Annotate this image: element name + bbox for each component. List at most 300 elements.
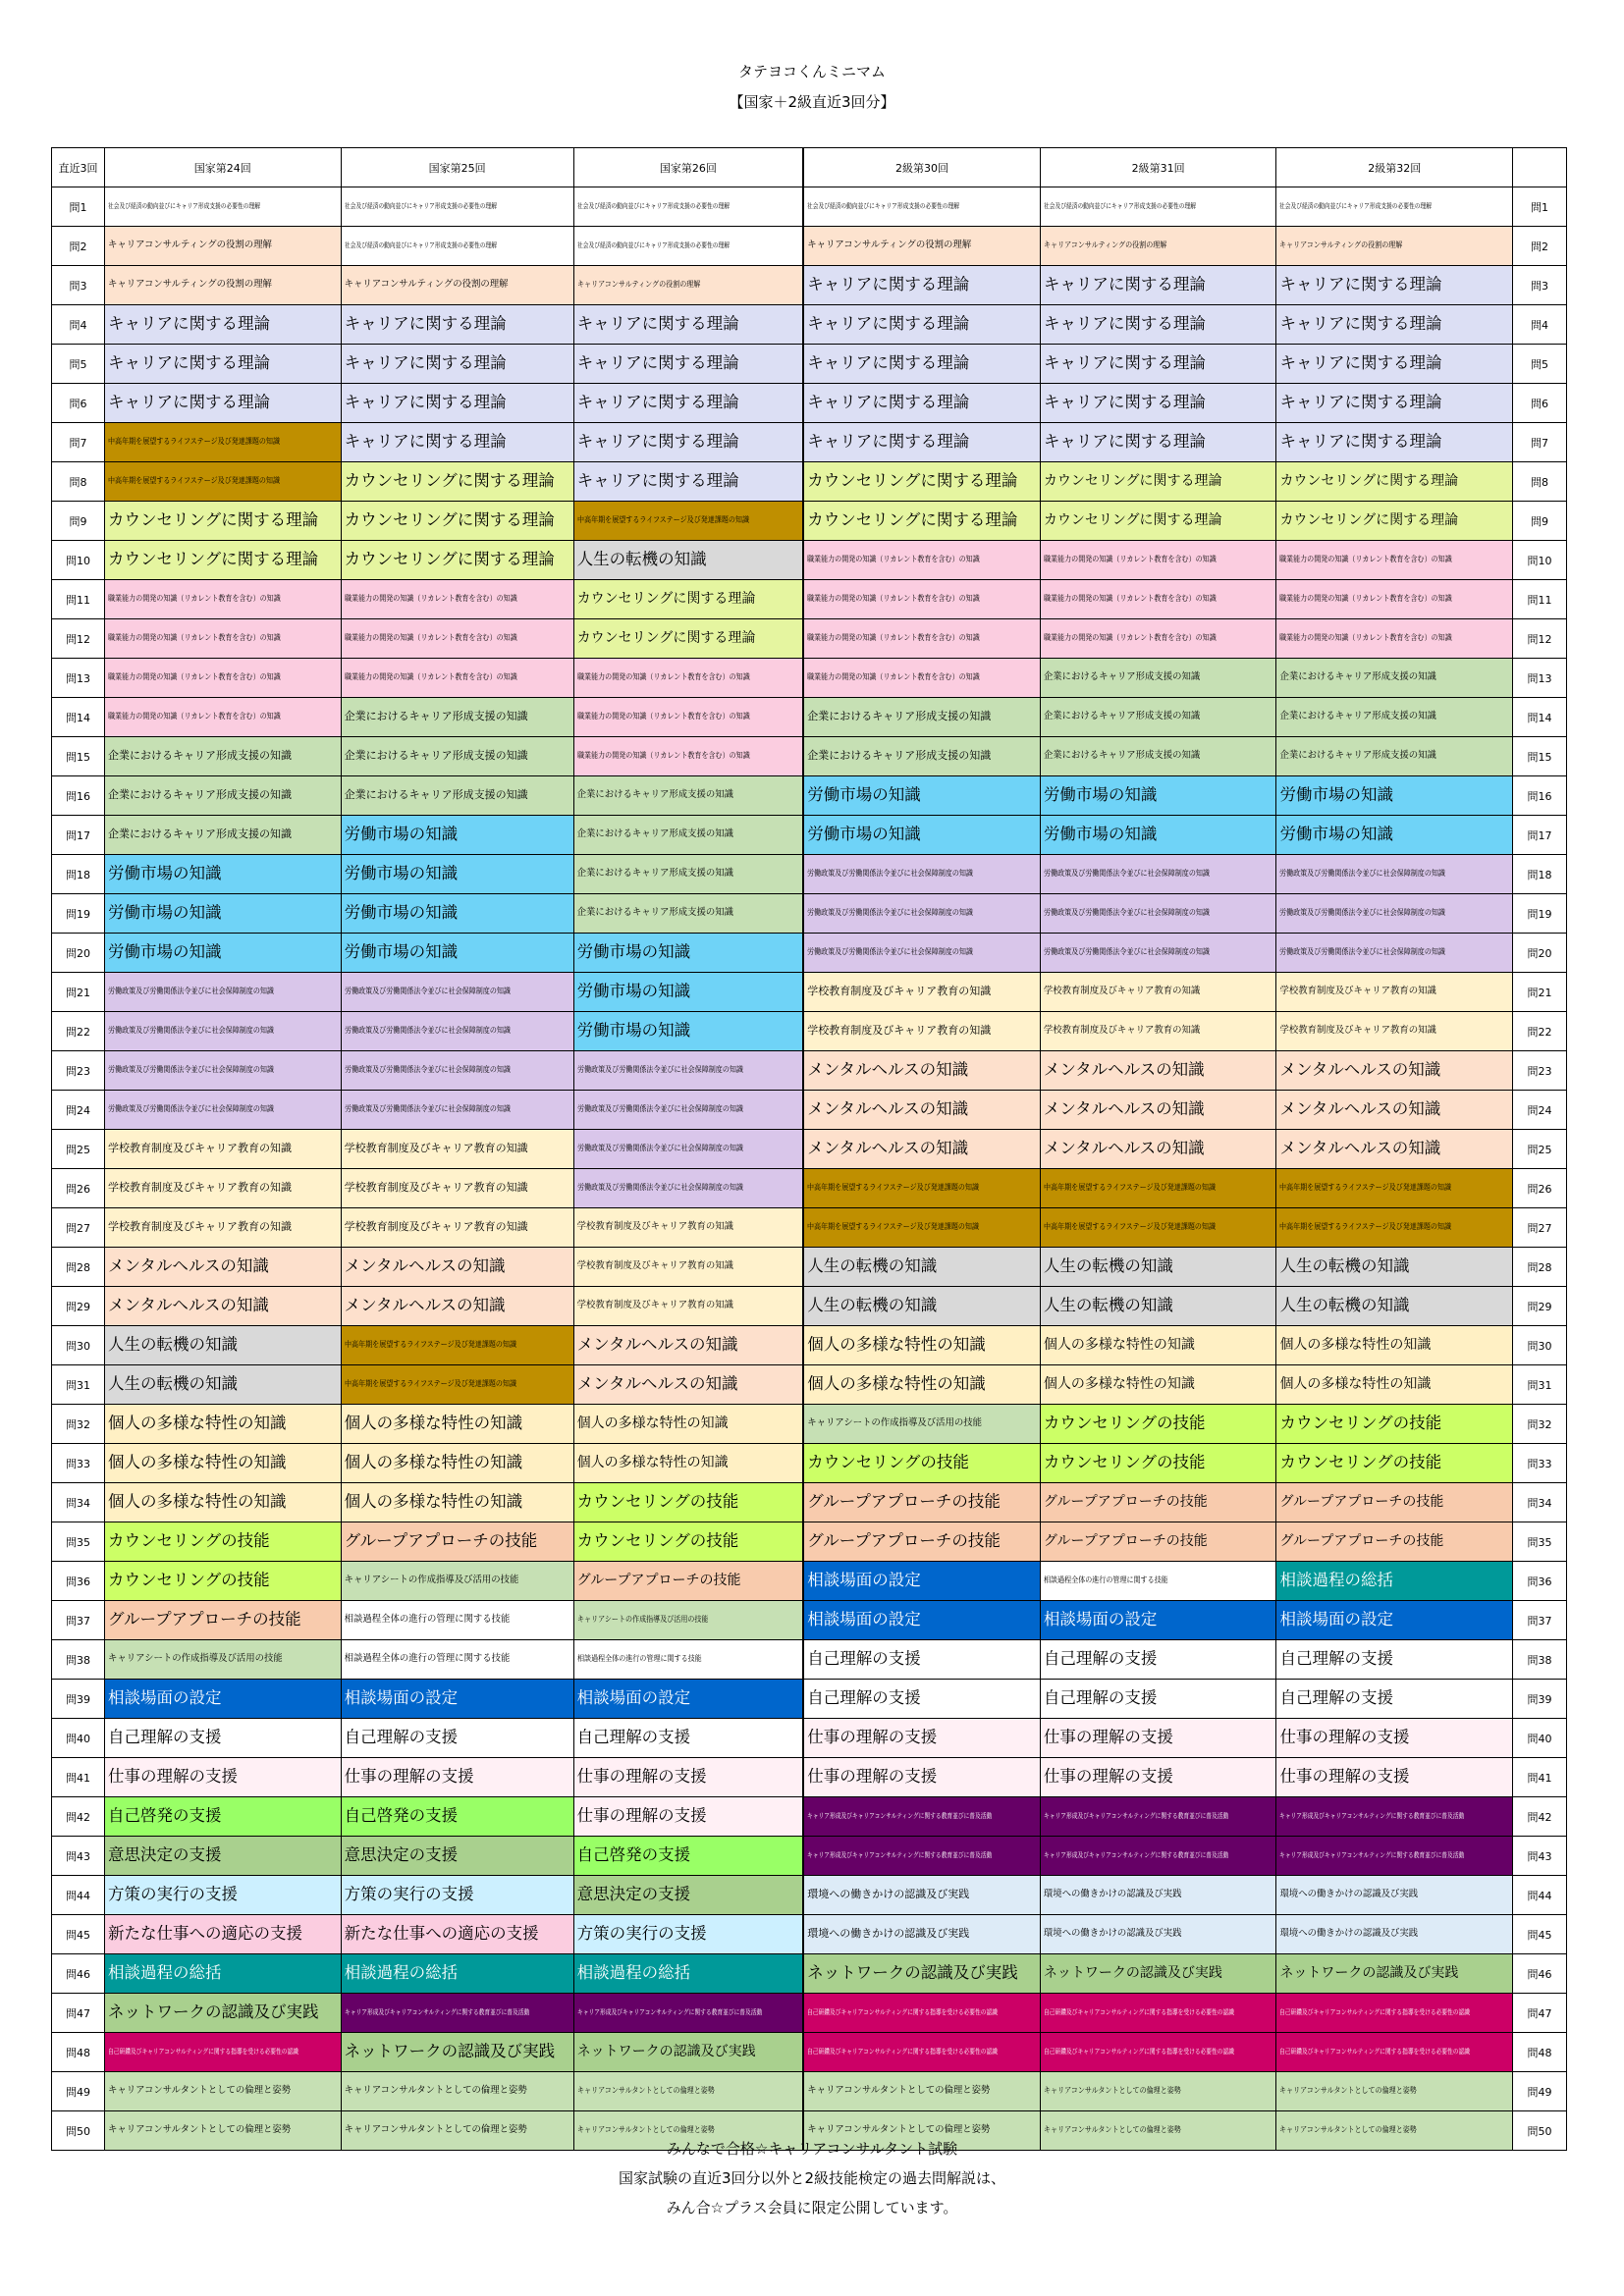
topic-cell — [341, 227, 573, 266]
table-row — [52, 1640, 1567, 1680]
topic-cell — [1040, 1365, 1276, 1405]
topic-cell — [1040, 384, 1276, 423]
topic-cell — [1040, 345, 1276, 384]
question-number-right: 問8 — [1513, 462, 1567, 502]
topic-cell — [1276, 698, 1513, 737]
topic-label: キャリアコンサルタントとしての倫理と姿勢 — [576, 2125, 715, 2135]
topic-label: 労働市場の知識 — [576, 942, 691, 962]
topic-cell — [573, 1915, 803, 1954]
topic-label: メンタルヘルスの知識 — [108, 1256, 269, 1276]
table-row — [52, 345, 1567, 384]
topic-cell — [341, 1208, 573, 1248]
question-number: 問36 — [52, 1562, 105, 1601]
question-number: 問44 — [52, 1876, 105, 1915]
topic-label: 職業能力の開発の知識（リカレント教育を含む）の知識 — [1279, 555, 1453, 564]
topic-cell — [1276, 423, 1513, 462]
topic-label: 人生の転機の知識 — [1043, 1256, 1173, 1276]
topic-label: 学校教育制度及びキャリア教育の知識 — [344, 1181, 528, 1195]
topic-cell — [105, 2072, 342, 2111]
topic-label: 社会及び経済の動向並びにキャリア形成支援の必要性の理解 — [1279, 201, 1433, 210]
topic-label: グループアプローチの技能 — [1043, 1532, 1208, 1549]
topic-cell — [1276, 1405, 1513, 1444]
topic-label: 学校教育制度及びキャリア教育の知識 — [1279, 986, 1436, 997]
topic-label: ネットワークの認識及び実践 — [576, 2043, 756, 2059]
topic-cell — [573, 1601, 803, 1640]
topic-label: 労働市場の知識 — [344, 903, 459, 923]
table-row — [52, 541, 1567, 580]
topic-label: キャリアに関する理論 — [108, 314, 270, 334]
topic-label: 自己研鑽及びキャリアコンサルティングに関する指導を受ける必要性の認識 — [1279, 2047, 1471, 2056]
topic-label: 企業におけるキャリア形成支援の知識 — [108, 828, 292, 841]
question-number-right: 問49 — [1513, 2072, 1567, 2111]
topic-label: 自己理解の支援 — [807, 1688, 921, 1708]
topic-label: メンタルヘルスの知識 — [1043, 1099, 1205, 1119]
question-number: 問43 — [52, 1837, 105, 1876]
topic-label: 企業におけるキャリア形成支援の知識 — [1043, 750, 1201, 762]
topic-cell — [573, 1522, 803, 1562]
topic-label: 相談過程の総括 — [576, 1963, 691, 1983]
topic-label: 環境への働きかけの認識及び実践 — [807, 1927, 970, 1941]
table-row — [52, 1915, 1567, 1954]
topic-label: 職業能力の開発の知識（リカレント教育を含む）の知識 — [108, 712, 281, 721]
question-number-right: 問12 — [1513, 619, 1567, 659]
topic-cell — [341, 345, 573, 384]
topic-cell — [341, 698, 573, 737]
topic-label: 労働政策及び労働関係法令並びに社会保障制度の知識 — [576, 1065, 743, 1075]
topic-cell — [573, 227, 803, 266]
topic-label: カウンセリングの技能 — [807, 1453, 969, 1472]
topic-cell — [341, 659, 573, 698]
question-number: 問34 — [52, 1483, 105, 1522]
topic-label: 社会及び経済の動向並びにキャリア形成支援の必要性の理解 — [344, 240, 497, 249]
topic-cell — [1040, 1954, 1276, 1994]
topic-cell — [341, 580, 573, 619]
topic-cell — [1040, 816, 1276, 855]
topic-label: キャリアコンサルティングの役割の理解 — [108, 240, 272, 251]
topic-label: 学校教育制度及びキャリア教育の知識 — [108, 1220, 292, 1234]
topic-label: 中高年期を展望するライフステージ及び発達課題の知識 — [1043, 1222, 1216, 1232]
topic-label: 職業能力の開発の知識（リカレント教育を含む）の知識 — [344, 672, 517, 682]
topic-cell — [1276, 266, 1513, 305]
topic-cell — [105, 1837, 342, 1876]
topic-label: メンタルヘルスの知識 — [576, 1335, 738, 1355]
topic-label: 個人の多様な特性の知識 — [344, 1453, 523, 1472]
topic-label: 仕事の理解の支援 — [576, 1767, 707, 1787]
topic-cell — [105, 227, 342, 266]
topic-cell — [1040, 1522, 1276, 1562]
topic-label: 職業能力の開発の知識（リカレント教育を含む）の知識 — [1043, 555, 1217, 564]
question-number-right: 問20 — [1513, 934, 1567, 973]
topic-cell — [803, 1954, 1040, 1994]
topic-cell — [105, 855, 342, 894]
topic-label: キャリアコンサルタントとしての倫理と姿勢 — [1043, 2086, 1181, 2096]
page-title: タテヨコくんミニマム — [737, 63, 886, 80]
header-recent: 直近3回 — [52, 148, 105, 187]
topic-cell — [1276, 1483, 1513, 1522]
topic-label: メンタルヘルスの知識 — [344, 1296, 506, 1315]
topic-cell — [341, 1837, 573, 1876]
topic-cell — [1276, 2072, 1513, 2111]
topic-cell — [573, 345, 803, 384]
topic-label: キャリアコンサルタントとしての倫理と姿勢 — [576, 2086, 715, 2096]
topic-cell — [573, 1719, 803, 1758]
table-row — [52, 1797, 1567, 1837]
question-number: 問9 — [52, 502, 105, 541]
question-number: 問14 — [52, 698, 105, 737]
question-number: 問4 — [52, 305, 105, 345]
topic-label: 企業におけるキャリア形成支援の知識 — [344, 710, 528, 723]
question-number-right: 問1 — [1513, 187, 1567, 227]
topic-cell — [105, 541, 342, 580]
question-number: 問31 — [52, 1365, 105, 1405]
topic-cell — [1276, 1994, 1513, 2033]
topic-cell — [1040, 934, 1276, 973]
topic-cell — [1040, 1091, 1276, 1130]
topic-cell — [1276, 2033, 1513, 2072]
topic-cell — [1276, 894, 1513, 934]
topic-cell — [105, 384, 342, 423]
topic-cell — [1040, 1483, 1276, 1522]
topic-cell — [105, 266, 342, 305]
topic-cell — [341, 619, 573, 659]
topic-label: 仕事の理解の支援 — [807, 1728, 938, 1747]
topic-cell — [573, 305, 803, 345]
topic-cell — [803, 1994, 1040, 2033]
footer-line-2: 国家試験の直近3回分以外と2級技能検定の過去問解説は、 — [618, 2169, 1006, 2187]
topic-cell — [1276, 1091, 1513, 1130]
topic-label: キャリアに関する理論 — [1279, 393, 1442, 412]
topic-cell — [341, 1601, 573, 1640]
topic-cell — [105, 1954, 342, 1994]
topic-label: グループアプローチの技能 — [807, 1531, 1001, 1551]
topic-label: 自己理解の支援 — [344, 1728, 459, 1747]
topic-label: キャリアコンサルタントとしての倫理と姿勢 — [1043, 2125, 1181, 2135]
topic-label: 労働政策及び労働関係法令並びに社会保障制度の知識 — [108, 1104, 274, 1114]
topic-cell — [803, 502, 1040, 541]
table-row — [52, 423, 1567, 462]
topic-cell — [1276, 1051, 1513, 1091]
topic-label: 労働市場の知識 — [344, 825, 459, 844]
topic-label: 仕事の理解の支援 — [344, 1767, 474, 1787]
topic-cell — [105, 1091, 342, 1130]
topic-label: 労働市場の知識 — [807, 825, 921, 844]
topic-label: 相談過程全体の進行の管理に関する技能 — [344, 1653, 511, 1665]
topic-label: 企業におけるキャリア形成支援の知識 — [807, 749, 992, 763]
topic-cell — [573, 541, 803, 580]
topic-label: 職業能力の開発の知識（リカレント教育を含む）の知識 — [576, 672, 750, 682]
topic-label: 自己理解の支援 — [1043, 1649, 1158, 1669]
topic-cell — [341, 1169, 573, 1208]
topic-cell — [1040, 855, 1276, 894]
table-row — [52, 698, 1567, 737]
topic-label: キャリアに関する理論 — [807, 353, 970, 373]
table-row — [52, 1837, 1567, 1876]
topic-label: 意思決定の支援 — [576, 1885, 691, 1904]
question-number: 問49 — [52, 2072, 105, 2111]
topic-cell — [105, 1012, 342, 1051]
table-row — [52, 659, 1567, 698]
topic-label: カウンセリングに関する理論 — [1043, 472, 1222, 489]
table-row — [52, 1719, 1567, 1758]
topic-cell — [1276, 776, 1513, 816]
topic-cell — [341, 1248, 573, 1287]
topic-cell — [573, 776, 803, 816]
topic-cell — [105, 1522, 342, 1562]
question-number-right: 問42 — [1513, 1797, 1567, 1837]
topic-label: キャリアコンサルティングの役割の理解 — [108, 279, 272, 291]
question-number-right: 問10 — [1513, 541, 1567, 580]
topic-label: 環境への働きかけの認識及び実践 — [1043, 1928, 1182, 1940]
topic-label: メンタルヘルスの知識 — [1043, 1060, 1205, 1080]
topic-label: 学校教育制度及びキャリア教育の知識 — [108, 1142, 292, 1155]
topic-cell — [1276, 1640, 1513, 1680]
topic-label: 企業におけるキャリア形成支援の知識 — [108, 788, 292, 802]
topic-cell — [803, 462, 1040, 502]
topic-label: 学校教育制度及びキャリア教育の知識 — [1279, 1025, 1436, 1037]
question-number: 問23 — [52, 1051, 105, 1091]
topic-cell — [341, 1562, 573, 1601]
table-row — [52, 816, 1567, 855]
topic-label: 職業能力の開発の知識（リカレント教育を含む）の知識 — [1043, 594, 1217, 604]
topic-cell — [1276, 1444, 1513, 1483]
question-number-right: 問5 — [1513, 345, 1567, 384]
topic-label: 職業能力の開発の知識（リカレント教育を含む）の知識 — [344, 633, 517, 643]
topic-cell — [105, 894, 342, 934]
topic-cell — [1040, 1326, 1276, 1365]
topic-cell — [1276, 305, 1513, 345]
topic-label: メンタルヘルスの知識 — [344, 1256, 506, 1276]
topic-cell — [803, 855, 1040, 894]
topic-cell — [803, 1365, 1040, 1405]
topic-cell — [105, 1444, 342, 1483]
topic-cell — [105, 1915, 342, 1954]
table-row — [52, 1365, 1567, 1405]
topic-cell — [803, 737, 1040, 776]
topic-label: キャリア形成及びキャリアコンサルティングに関する教育並びに普及活動 — [1279, 1850, 1465, 1859]
topic-cell — [573, 423, 803, 462]
topic-label: 中高年期を展望するライフステージ及び発達課題の知識 — [807, 1183, 980, 1193]
topic-cell — [803, 1248, 1040, 1287]
topic-label: 方策の実行の支援 — [344, 1885, 474, 1904]
topic-cell — [573, 619, 803, 659]
topic-cell — [573, 1012, 803, 1051]
topic-label: 個人の多様な特性の知識 — [576, 1415, 729, 1431]
topic-label: 人生の転機の知識 — [108, 1335, 238, 1355]
question-number: 問7 — [52, 423, 105, 462]
topic-cell — [1040, 1051, 1276, 1091]
topic-cell — [105, 1483, 342, 1522]
topic-cell — [573, 1091, 803, 1130]
topic-cell — [573, 1365, 803, 1405]
topic-label: 中高年期を展望するライフステージ及び発達課題の知識 — [576, 515, 749, 525]
table-row — [52, 894, 1567, 934]
topic-cell — [1040, 2072, 1276, 2111]
table-row — [52, 187, 1567, 227]
table-row — [52, 462, 1567, 502]
question-number-right: 問43 — [1513, 1837, 1567, 1876]
topic-label: 労働政策及び労働関係法令並びに社会保障制度の知識 — [1279, 908, 1446, 918]
table-row — [52, 266, 1567, 305]
topic-cell — [803, 1640, 1040, 1680]
question-number: 問11 — [52, 580, 105, 619]
topic-cell — [1276, 1954, 1513, 1994]
question-number-right: 問4 — [1513, 305, 1567, 345]
topic-cell — [1276, 619, 1513, 659]
topic-label: メンタルヘルスの知識 — [108, 1296, 269, 1315]
topic-label: 労働政策及び労働関係法令並びに社会保障制度の知識 — [344, 1026, 511, 1036]
topic-label: キャリアに関する理論 — [576, 393, 739, 412]
topic-label: キャリアコンサルタントとしての倫理と姿勢 — [344, 2124, 527, 2136]
topic-label: 職業能力の開発の知識（リカレント教育を含む）の知識 — [576, 751, 750, 761]
topic-cell — [1040, 502, 1276, 541]
topic-label: 相談場面の設定 — [1279, 1610, 1393, 1629]
topic-cell — [573, 894, 803, 934]
topic-cell — [1040, 187, 1276, 227]
topic-cell — [573, 1837, 803, 1876]
topic-label: 自己啓発の支援 — [344, 1806, 459, 1826]
topic-cell — [105, 1601, 342, 1640]
topic-cell — [105, 580, 342, 619]
question-number-right: 問45 — [1513, 1915, 1567, 1954]
topic-cell — [1040, 1719, 1276, 1758]
topic-label: キャリアコンサルタントとしての倫理と姿勢 — [1279, 2125, 1418, 2135]
topic-label: 労働市場の知識 — [1279, 825, 1393, 844]
topic-label: キャリアに関する理論 — [807, 314, 970, 334]
topic-label: 個人の多様な特性の知識 — [344, 1492, 523, 1512]
topic-cell — [1040, 266, 1276, 305]
topic-cell — [1276, 1562, 1513, 1601]
topic-cell — [573, 1248, 803, 1287]
topic-cell — [1040, 776, 1276, 816]
topic-label: 社会及び経済の動向並びにキャリア形成支援の必要性の理解 — [576, 240, 730, 249]
topic-label: カウンセリングに関する理論 — [1043, 511, 1222, 528]
topic-cell — [105, 187, 342, 227]
topic-cell — [1040, 423, 1276, 462]
topic-label: キャリアコンサルタントとしての倫理と姿勢 — [1279, 2086, 1418, 2096]
topic-label: 相談過程全体の進行の管理に関する技能 — [1043, 1575, 1168, 1585]
topic-label: 自己研鑽及びキャリアコンサルティングに関する指導を受ける必要性の認識 — [807, 2007, 999, 2016]
topic-label: キャリアに関する理論 — [108, 393, 270, 412]
topic-cell — [1040, 1405, 1276, 1444]
topic-label: 相談過程の総括 — [344, 1963, 459, 1983]
topic-cell — [105, 1287, 342, 1326]
topic-label: 職業能力の開発の知識（リカレント教育を含む）の知識 — [1279, 594, 1453, 604]
topic-label: 自己研鑽及びキャリアコンサルティングに関する指導を受ける必要性の認識 — [1279, 2007, 1471, 2016]
topic-label: 学校教育制度及びキャリア教育の知識 — [576, 1260, 733, 1272]
table-row — [52, 1444, 1567, 1483]
question-number-right: 問47 — [1513, 1994, 1567, 2033]
topic-label: 労働政策及び労働関係法令並びに社会保障制度の知識 — [576, 1104, 743, 1114]
topic-cell — [573, 1562, 803, 1601]
topic-label: メンタルヘルスの知識 — [807, 1060, 969, 1080]
question-number: 問50 — [52, 2111, 105, 2151]
topic-label: キャリアコンサルタントとしての倫理と姿勢 — [108, 2085, 292, 2097]
question-number: 問20 — [52, 934, 105, 973]
question-number-right: 問6 — [1513, 384, 1567, 423]
topic-label: 企業におけるキャリア形成支援の知識 — [1043, 711, 1201, 722]
topic-cell — [573, 1051, 803, 1091]
topic-cell — [1276, 1365, 1513, 1405]
topic-cell — [105, 1169, 342, 1208]
topic-label: 個人の多様な特性の知識 — [344, 1414, 523, 1433]
topic-cell — [803, 659, 1040, 698]
question-number: 問45 — [52, 1915, 105, 1954]
question-number: 問16 — [52, 776, 105, 816]
topic-label: 自己理解の支援 — [576, 1728, 691, 1747]
topic-cell — [341, 1012, 573, 1051]
topic-label: 自己理解の支援 — [1279, 1649, 1393, 1669]
topic-label: 相談場面の設定 — [1043, 1610, 1158, 1629]
topic-cell — [803, 894, 1040, 934]
topic-cell — [105, 462, 342, 502]
topic-label: キャリアコンサルタントとしての倫理と姿勢 — [344, 2085, 527, 2097]
topic-label: 労働政策及び労働関係法令並びに社会保障制度の知識 — [344, 1065, 511, 1075]
topic-cell — [803, 1837, 1040, 1876]
topic-label: グループアプローチの技能 — [1043, 1493, 1208, 1510]
topic-label: カウンセリングの技能 — [1043, 1453, 1206, 1472]
topic-cell — [1276, 1169, 1513, 1208]
topic-label: 相談過程全体の進行の管理に関する技能 — [576, 1654, 702, 1664]
topic-label: キャリア形成及びキャリアコンサルティングに関する教育並びに普及活動 — [807, 1850, 993, 1859]
topic-cell — [573, 266, 803, 305]
topic-label: 仕事の理解の支援 — [1279, 1767, 1410, 1787]
topic-label: 自己理解の支援 — [108, 1728, 222, 1747]
question-number: 問1 — [52, 187, 105, 227]
table-row — [52, 580, 1567, 619]
topic-cell — [573, 1797, 803, 1837]
topic-cell — [105, 1248, 342, 1287]
topic-cell — [341, 1797, 573, 1837]
topic-label: カウンセリングに関する理論 — [108, 550, 319, 569]
footer-line-3: みん合☆プラス会員に限定公開しています。 — [666, 2199, 958, 2216]
topic-cell — [341, 1915, 573, 1954]
topic-cell — [341, 1444, 573, 1483]
topic-cell — [1276, 1797, 1513, 1837]
question-number: 問32 — [52, 1405, 105, 1444]
topic-cell — [341, 816, 573, 855]
table-row — [52, 1562, 1567, 1601]
topic-cell — [341, 305, 573, 345]
topic-cell — [1276, 1208, 1513, 1248]
topic-label: 人生の転機の知識 — [1279, 1296, 1410, 1315]
topic-cell — [573, 1405, 803, 1444]
topic-cell — [105, 1680, 342, 1719]
topic-label: 企業におけるキャリア形成支援の知識 — [576, 789, 733, 801]
topic-label: 社会及び経済の動向並びにキャリア形成支援の必要性の理解 — [108, 201, 260, 210]
topic-cell — [341, 1326, 573, 1365]
topic-label: 環境への働きかけの認識及び実践 — [1279, 1889, 1419, 1900]
topic-label: 自己啓発の支援 — [576, 1845, 691, 1865]
topic-label: 労働政策及び労働関係法令並びに社会保障制度の知識 — [1043, 869, 1210, 879]
topic-cell — [803, 1601, 1040, 1640]
topic-cell — [573, 462, 803, 502]
topic-label: 相談場面の設定 — [576, 1688, 691, 1708]
topic-label: 企業におけるキャリア形成支援の知識 — [1279, 711, 1436, 722]
topic-label: 人生の転機の知識 — [1043, 1296, 1173, 1315]
topic-label: キャリアに関する理論 — [1043, 314, 1206, 334]
topic-cell — [573, 187, 803, 227]
question-number: 問13 — [52, 659, 105, 698]
question-number: 問26 — [52, 1169, 105, 1208]
topic-label: 社会及び経済の動向並びにキャリア形成支援の必要性の理解 — [1043, 201, 1196, 210]
topic-cell — [1276, 384, 1513, 423]
question-number-right: 問11 — [1513, 580, 1567, 619]
topic-label: 方策の実行の支援 — [576, 1924, 707, 1944]
topic-label: 相談場面の設定 — [344, 1688, 459, 1708]
topic-label: ネットワークの認識及び実践 — [1043, 1964, 1222, 1981]
question-number-right: 問23 — [1513, 1051, 1567, 1091]
topic-cell — [341, 1365, 573, 1405]
